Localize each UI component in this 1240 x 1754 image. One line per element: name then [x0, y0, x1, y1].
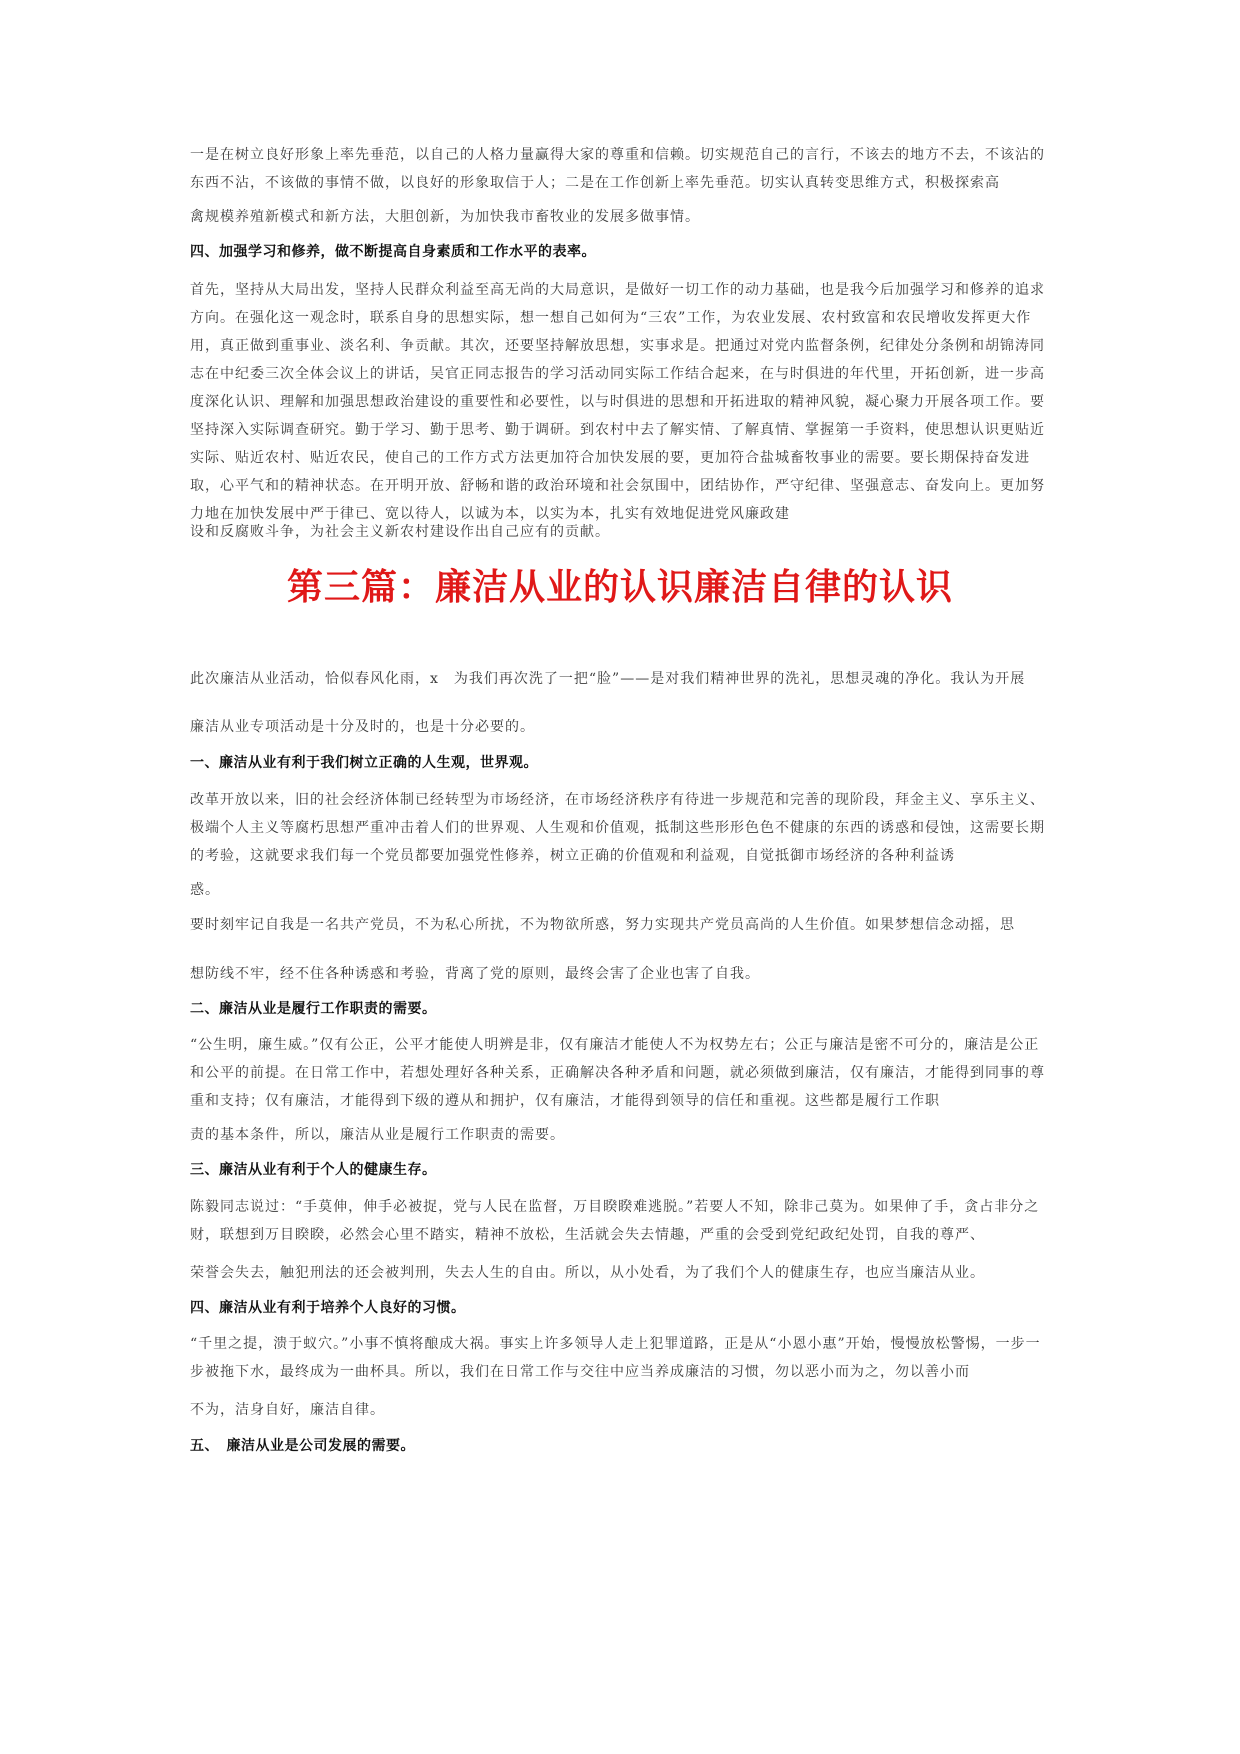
- paragraph-reform: 改革开放以来，旧的社会经济体制已经转型为市场经济，在市场经济秩序有待进一步规范和完善的现阶段，拜金主义、享乐主义、极端个人主义等腐朽思想严重冲击着人们的世界观、人生观和价值观，抵制这些形形色色不健康的东西的诱惑和侵蚀，这需要长期的考验，这就要求我们每一个党员都要加强党性修养，树立正确的价值观和利益观，自觉抵御市场经济的各种利益诱: [190, 792, 1045, 864]
- section-heading-one: 一、廉洁从业有利于我们树立正确的人生观，世界观。: [190, 755, 538, 771]
- paragraph-study-cultivation-continued: 设和反腐败斗争，为社会主义新农村建设作出自己应有的贡献。: [190, 524, 610, 540]
- paragraph-role-model: 一是在树立良好形象上率先垂范，以自己的人格力量赢得大家的尊重和信赖。切实规范自己的言行，不该去的地方不去，不该沾的东西不沾，不该做的事情不做，以良好的形象取信于人；二是在工作创新上率先垂范。切实认真转变思维方式，积极探索高: [190, 147, 1045, 191]
- paragraph-fairness: “公生明，廉生威。”仅有公正，公平才能使人明辨是非，仅有廉洁才能使人不为权势左右；公正与廉洁是密不可分的，廉洁是公正和公平的前提。在日常工作中，若想处理好各种关系，正确解决各种矛盾和问题，就必须做到廉洁，仅有廉洁，才能得到同事的尊重和支持；仅有廉洁，才能得到下级的遵从和拥护，仅有廉洁，才能得到领导的信任和重视。这些都是履行工作职: [190, 1037, 1045, 1109]
- paragraph-fairness-continued: 责的基本条件，所以，廉洁从业是履行工作职责的需要。: [190, 1127, 565, 1143]
- paragraph-intro-continued: 廉洁从业专项活动是十分及时的，也是十分必要的。: [190, 719, 535, 735]
- chapter-title: 第三篇：廉洁从业的认识廉洁自律的认识: [286, 566, 953, 608]
- paragraph-party-member: 要时刻牢记自我是一名共产党员，不为私心所扰，不为物欲所惑，努力实现共产党员高尚的人生价值。如果梦想信念动摇，思: [190, 917, 1015, 933]
- section-heading-five: 五、 廉洁从业是公司发展的需要。: [190, 1438, 415, 1454]
- paragraph-reform-continued: 惑。: [190, 882, 220, 898]
- paragraph-party-member-continued: 想防线不牢，经不住各种诱惑和考验，背离了党的原则，最终会害了企业也害了自我。: [190, 966, 760, 982]
- paragraph-study-cultivation: 首先，坚持从大局出发，坚持人民群众利益至高无尚的大局意识，是做好一切工作的动力基础，也是我今后加强学习和修养的追求方向。在强化这一观念时，联系自身的思想实际，想一想自己如何为“三农”工作，为农业发展、农村致富和农民增收发挥更大作用，真正做到重事业、淡名利、争贡献。其次，还要坚持解放思想，实事求是。把通过对党内监督条例，纪律处分条例和胡锦涛同志在中纪委三次全体会议上的讲话，吴官正同志报告的学习活动同实际工作结合起来，在与时俱进的年代里，开拓创新，进一步高度深化认识、理解和加强思想政治建设的重要性和必要性，以与时俱进的思想和开拓进取的精神风貌，凝心聚力开展各项工作。要坚持深入实际调查研究。勤于学习、勤于思考、勤于调研。到农村中去了解实情、了解真情、掌握第一手资料，使思想认识更贴近实际、贴近农村、贴近农民，使自己的工作方式方法更加符合加快发展的要，更加符合盐城畜牧事业的需要。要长期保持奋发进取，心平气和的精神状态。在开明开放、舒畅和谐的政治环境和社会氛围中，团结协作，严守纪律、坚强意志、奋发向上。更加努力地在加快发展中严于律已、宽以待人，以诚为本，以实为本，扎实有效地促进党风廉政建: [190, 282, 1045, 522]
- section-heading-two: 二、廉洁从业是履行工作职责的需要。: [190, 1001, 437, 1017]
- paragraph-habits: “千里之提，溃于蚁穴。”小事不慎将酿成大祸。事实上许多领导人走上犯罪道路，正是从“小恩小惠”开始，慢慢放松警惕，一步一步被拖下水，最终成为一曲杯具。所以，我们在日常工作与交往中应当养成廉洁的习惯，勿以恶小而为之，勿以善小而: [190, 1336, 1041, 1380]
- paragraph-role-model-continued: 禽规模养殖新模式和新方法，大胆创新，为加快我市畜牧业的发展多做事情。: [190, 209, 700, 225]
- section-heading-three: 三、廉洁从业有利于个人的健康生存。: [190, 1162, 437, 1178]
- paragraph-habits-continued: 不为，洁身自好，廉洁自律。: [190, 1402, 385, 1418]
- section-heading-four: 四、廉洁从业有利于培养个人良好的习惯。: [190, 1300, 466, 1316]
- section-heading-four-study: 四、加强学习和修养，做不断提高自身素质和工作水平的表率。: [190, 244, 596, 260]
- paragraph-intro: 此次廉洁从业活动，恰似春风化雨，x 为我们再次洗了一把“脸”——是对我们精神世界的洗礼，思想灵魂的净化。我认为开展: [190, 671, 1026, 687]
- paragraph-chen-yi-continued: 荣誉会失去，触犯刑法的还会被判刑，失去人生的自由。所以，从小处看，为了我们个人的健康生存，也应当廉洁从业。: [190, 1265, 985, 1281]
- paragraph-chen-yi: 陈毅同志说过：“手莫伸，伸手必被捉，党与人民在监督，万目睽睽难逃脱。”若要人不知，除非己莫为。如果伸了手，贪占非分之财，联想到万目睽睽，必然会心里不踏实，精神不放松，生活就会失去情趣，严重的会受到党纪政纪处罚，自我的尊严、: [190, 1199, 1040, 1243]
